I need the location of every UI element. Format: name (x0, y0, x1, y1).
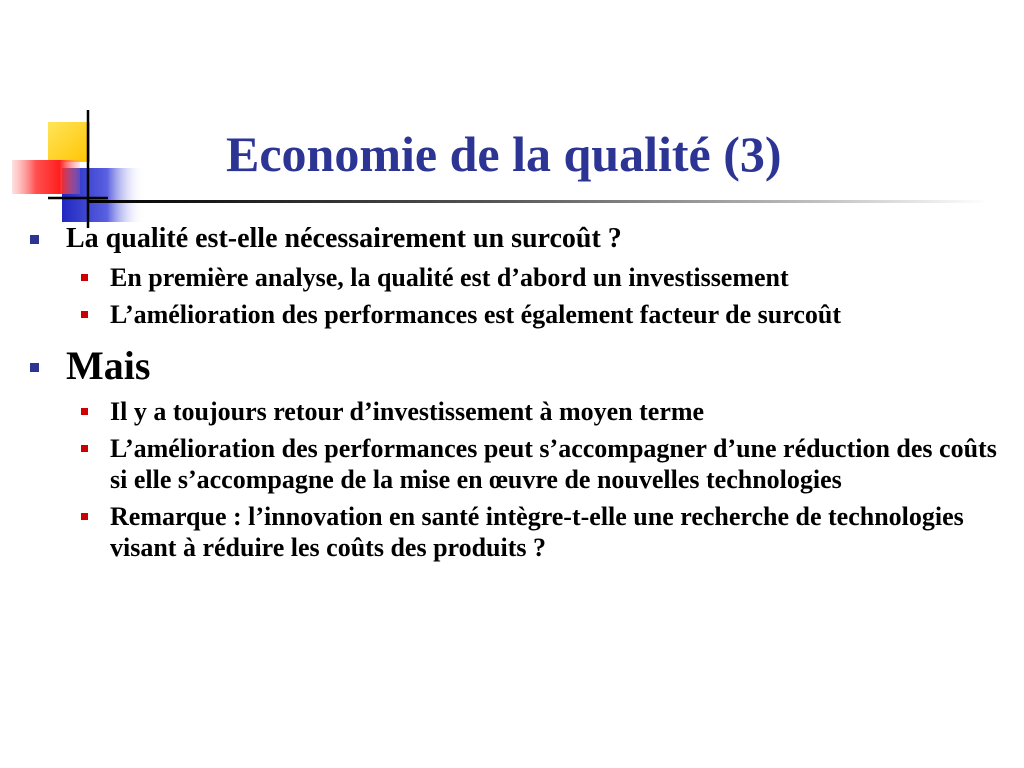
logo-yellow-square (48, 122, 90, 162)
logo-red-bar (12, 160, 80, 194)
bullet-text: La qualité est-elle nécessairement un surcoût ? (66, 223, 622, 254)
sub-bullet-text: Remarque : l’innovation en santé intègre-t-elle une recherche de technologies visant à réduire les coûts des produits ? (110, 502, 964, 562)
sub-bullet-point (0, 262, 1024, 293)
square-bullet-icon (81, 311, 88, 318)
square-bullet-icon (81, 408, 88, 415)
bullet-text: Mais (66, 343, 151, 388)
sub-bullet-text: En première analyse, la qualité est d’abord un investissement (110, 263, 789, 292)
square-bullet-icon (30, 235, 39, 244)
square-bullet-icon (81, 274, 88, 281)
sub-bullet-point (0, 433, 1024, 495)
square-bullet-icon (30, 363, 39, 372)
bullet-point (0, 222, 1024, 256)
slide-title: Economie de la qualité (3) (226, 126, 782, 182)
title-divider (88, 200, 988, 203)
sub-bullet-point (0, 396, 1024, 427)
sub-bullet-text: L’amélioration des performances peut s’accompagner d’une réduction des coûts si elle s’accompagne de la mise en œuvre de nouvelles technologies (110, 434, 997, 494)
decorative-logo (0, 100, 160, 240)
bullet-point (0, 342, 1024, 390)
slide-content (0, 222, 1024, 563)
sub-bullet-text: Il y a toujours retour d’investissement à moyen terme (110, 397, 705, 426)
sub-bullet-text: L’amélioration des performances est également facteur de surcoût (110, 300, 841, 329)
sub-bullet-point (0, 501, 1024, 563)
sub-bullet-point (0, 299, 1024, 330)
square-bullet-icon (81, 513, 88, 520)
square-bullet-icon (81, 445, 88, 452)
